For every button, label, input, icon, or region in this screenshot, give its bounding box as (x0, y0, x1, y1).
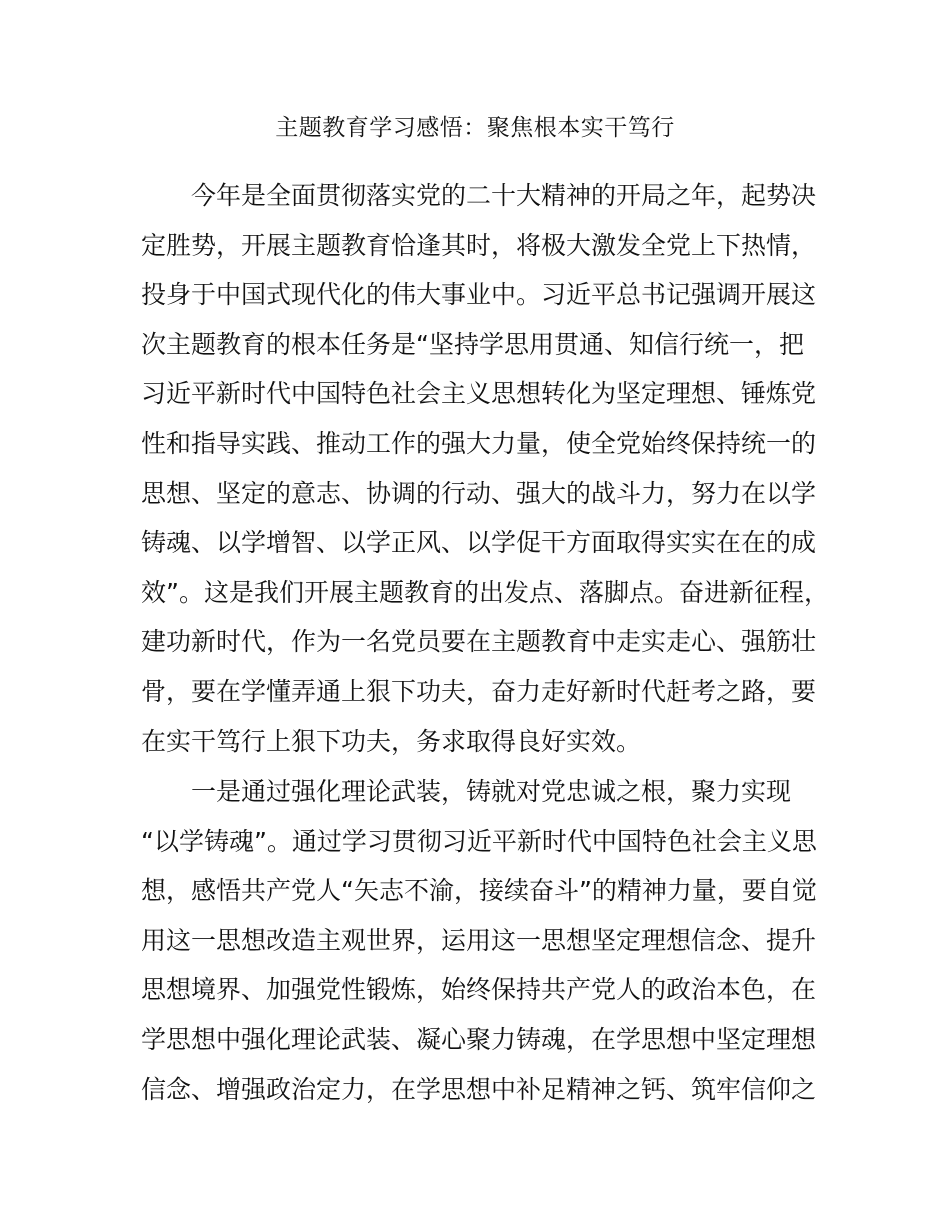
paragraph-line: 骨，要在学懂弄通上狠下功夫，奋力走好新时代赶考之路，要 (141, 676, 817, 706)
paragraph-line: 学思想中强化理论武装、凝心聚力铸魂，在学思想中坚定理想 (141, 1024, 817, 1054)
paragraph-line: 想，感悟共产党人“矢志不渝，接续奋斗”的精神力量，要自觉 (141, 876, 817, 906)
paragraph-line: 次主题教育的根本任务是“坚持学思用贯通、知信行统一，把 (141, 329, 804, 359)
paragraph-line: 性和指导实践、推动工作的强大力量，使全党始终保持统一的 (141, 428, 817, 458)
paragraph-line: 投身于中国式现代化的伟大事业中。习近平总书记强调开展这 (141, 280, 817, 310)
paragraph-1 (141, 171, 841, 766)
paragraph-line: 定胜势，开展主题教育恰逢其时，将极大激发全党上下热情， (141, 230, 817, 260)
paragraph-line: 建功新时代，作为一名党员要在主题教育中走实走心、强筋壮 (141, 627, 817, 657)
paragraph-line: 铸魂、以学增智、以学正风、以学促干方面取得实实在在的成 (141, 528, 817, 558)
paragraph-line: 信念、增强政治定力，在学思想中补足精神之钙、筑牢信仰之 (141, 1074, 817, 1104)
paragraph-line: 效”。这是我们开展主题教育的出发点、落脚点。奋进新征程， (141, 577, 829, 607)
paragraph-line: 在实干笃行上狠下功夫，务求取得良好实效。 (141, 726, 642, 756)
paragraph-line: 思想、坚定的意志、协调的行动、强大的战斗力，努力在以学 (141, 478, 817, 508)
paragraph-line: “以学铸魂”。通过学习贯彻习近平新时代中国特色社会主义思 (141, 826, 817, 856)
document-title: 主题教育学习感悟：聚焦根本实干笃行 (275, 115, 675, 141)
paragraph-line: 思想境界、加强党性锻炼，始终保持共产党人的政治本色，在 (141, 975, 817, 1005)
paragraph-line: 用这一思想改造主观世界，运用这一思想坚定理想信念、提升 (141, 925, 817, 955)
paragraph-line: 习近平新时代中国特色社会主义思想转化为坚定理想、锤炼党 (141, 379, 817, 409)
paragraph-line: 今年是全面贯彻落实党的二十大精神的开局之年，起势决 (191, 181, 817, 210)
paragraph-2 (141, 767, 841, 1114)
paragraph-line: 一是通过强化理论武装，铸就对党忠诚之根，聚力实现 (191, 777, 792, 806)
